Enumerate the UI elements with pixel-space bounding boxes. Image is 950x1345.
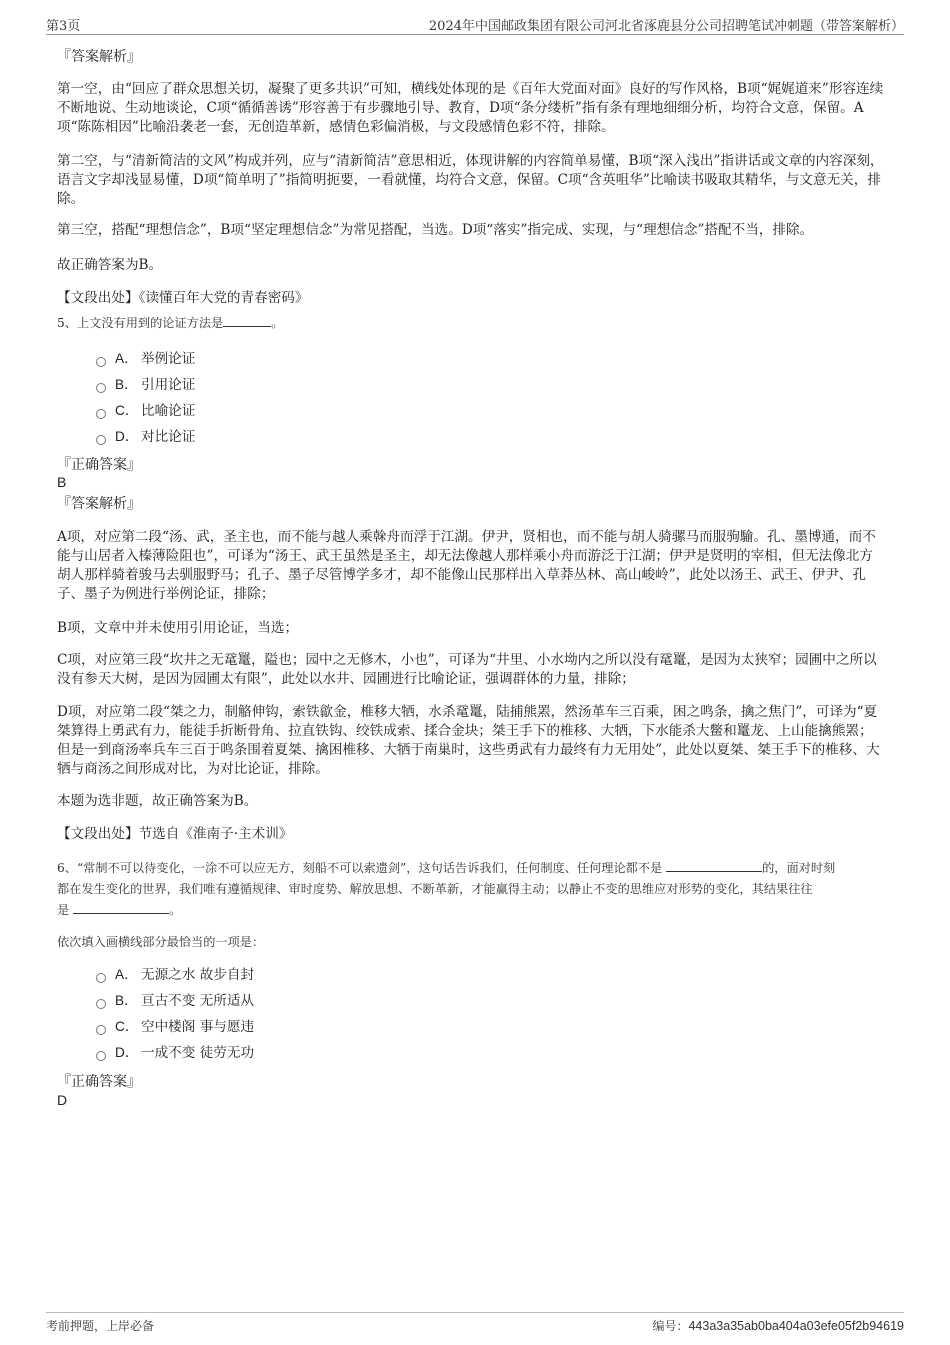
q5-analysis-b: B项，文章中并未使用引用论证，当选； — [57, 620, 299, 636]
page-footer — [46, 1312, 904, 1334]
q4-analysis-p1: 第一空，由“回应了群众思想关切，凝聚了更多共识”可知，横线处体现的是《百年大党面对面》良好的写作风格，B项“娓娓道来”形容连续不断地说、生动地谈论，C项“循循善诱”形容善于有步骤地引导、教育，D项“条分缕析”指有条有理地细细分析，均符合文意，保留。A项“陈陈相因”比喻沿袭老一套，无创造革新，感情色彩偏消极，与文段感情色彩不符，排除。 — [57, 81, 884, 135]
q6-stem-line1: 6、“常制不可以待变化，一涂不可以应无方，刻船不可以索遗剑”，这句话告诉我们，任何制度、任何理论都不是 的，面对时刻 — [57, 861, 836, 875]
radio-icon[interactable] — [96, 1051, 106, 1061]
q5-source: 【文段出处】节选自《淮南子·主术训》 — [57, 826, 293, 842]
q4-conclusion: 故正确答案为B。 — [57, 257, 163, 273]
q6-option-a[interactable]: A． 无源之水 故步自封 — [96, 964, 496, 990]
q5-analysis-d: D项，对应第二段“桀之力，制觡伸钩，索铁歙金，椎移大牺，水杀鼋鼍，陆捕熊罴，然汤革车三百乘，困之鸣条，擒之焦门”，可译为“夏桀算得上勇武有力，能徒手折断骨角、拉直铁钩、绞铁成索、揉合金块；桀王手下的椎移、大牺，下水能杀大鳖和鼍龙、上山能擒熊罴；但是一到商汤率兵车三百于鸣条围着夏桀、擒困椎移、大牺于南巢时，这些勇武有力最终有力无用处”，此处以夏桀、桀王手下的椎移、大牺与商汤之间形成对比，为对比论证，排除。 — [57, 704, 880, 777]
q5-answer-tag: 『正确答案』 — [57, 457, 141, 473]
page-number: 第3页 — [46, 19, 81, 34]
q4-source: 【文段出处】《读懂百年大党的青春密码》 — [57, 290, 309, 306]
radio-icon[interactable] — [96, 999, 106, 1009]
q5-option-c[interactable]: C． 比喻论证 — [96, 400, 496, 426]
q6-stem-line3: 是 。 — [57, 903, 182, 917]
q4-analysis-tag: 『答案解析』 — [57, 49, 141, 65]
radio-icon[interactable] — [96, 383, 106, 393]
q6-option-d[interactable]: D． 一成不变 徒劳无功 — [96, 1042, 496, 1068]
q5-conclusion: 本题为选非题，故正确答案为B。 — [57, 793, 258, 809]
q6-answer-tag: 『正确答案』 — [57, 1074, 141, 1090]
q4-analysis-p2: 第二空，与“清新简洁的文风”构成并列，应与“清新简洁”意思相近，体现讲解的内容简单易懂，B项“深入浅出”指讲话或文章的内容深刻，语言文字却浅显易懂，D项“简单明了”指简明扼要，一看就懂，均符合文意，保留。C项“含英咀华”比喻读书吸取其精华，与文意无关，排除。 — [57, 153, 884, 207]
q5-options — [96, 348, 496, 452]
q6-prompt: 依次填入画横线部分最恰当的一项是： — [57, 935, 265, 949]
radio-icon[interactable] — [96, 973, 106, 983]
radio-icon[interactable] — [96, 435, 106, 445]
q5-stem: 5、上文没有用到的论证方法是 。 — [57, 316, 284, 330]
q5-option-b[interactable]: B． 引用论证 — [96, 374, 496, 400]
q6-option-c[interactable]: C． 空中楼阁 事与愿违 — [96, 1016, 496, 1042]
q6-answer: D — [57, 1092, 68, 1108]
document-title: 2024年中国邮政集团有限公司河北省涿鹿县分公司招聘笔试冲刺题（带答案解析） — [428, 19, 904, 34]
q6-options — [96, 964, 496, 1068]
q5-option-a[interactable]: A． 举例论证 — [96, 348, 496, 374]
q6-stem — [57, 858, 897, 921]
q5-analysis-tag: 『答案解析』 — [57, 496, 141, 512]
q5-analysis-a: A项，对应第二段“汤、武，圣主也，而不能与越人乘榦舟而浮于江湖。伊尹，贤相也，而不能与胡人骑骡马而服驹騟。孔、墨博通，而不能与山居者入榛薄险阻也”，可译为“汤王、武王虽然是圣主，却无法像越人那样乘小舟而游泛于江湖；伊尹是贤明的宰相，但无法像北方胡人那样骑着骏马去驯服野马；孔子、墨子尽管博学多才，却不能像山民那样出入草莽丛林、高山峻岭”，此处以汤王、武王、伊尹、孔子、墨子为例进行举例论证，排除； — [57, 529, 876, 602]
radio-icon[interactable] — [96, 409, 106, 419]
q5-answer: B — [57, 474, 67, 490]
radio-icon[interactable] — [96, 1025, 106, 1035]
q4-analysis-p3: 第三空，搭配“理想信念”，B项“坚定理想信念”为常见搭配，当选。D项“落实”指完成、实现，与“理想信念”搭配不当，排除。 — [57, 222, 814, 238]
footer-slogan: 考前押题，上岸必备 — [46, 1319, 155, 1333]
q6-option-b[interactable]: B． 亘古不变 无所适从 — [96, 990, 496, 1016]
footer-code: 编号：443a3a35ab0ba404a03efe05f2b94619 — [652, 1319, 904, 1333]
q6-stem-line2: 都在发生变化的世界，我们唯有遵循规律、审时度势、解放思想、不断革新，才能赢得主动；以静止不变的思维应对形势的变化，其结果往往 — [57, 882, 813, 896]
q5-analysis-c: C项，对应第三段“坎井之无鼋鼍，隘也；园中之无修木，小也”，可译为“井里、小水坳内之所以没有鼋鼍，是因为太狭窄；园圃中之所以没有参天大树，是因为园圃太有限”，此处以水井、园圃进行比喻论证，强调群体的力量，排除； — [57, 652, 877, 687]
radio-icon[interactable] — [96, 357, 106, 367]
page-header — [46, 14, 904, 35]
q5-option-d[interactable]: D． 对比论证 — [96, 426, 496, 452]
